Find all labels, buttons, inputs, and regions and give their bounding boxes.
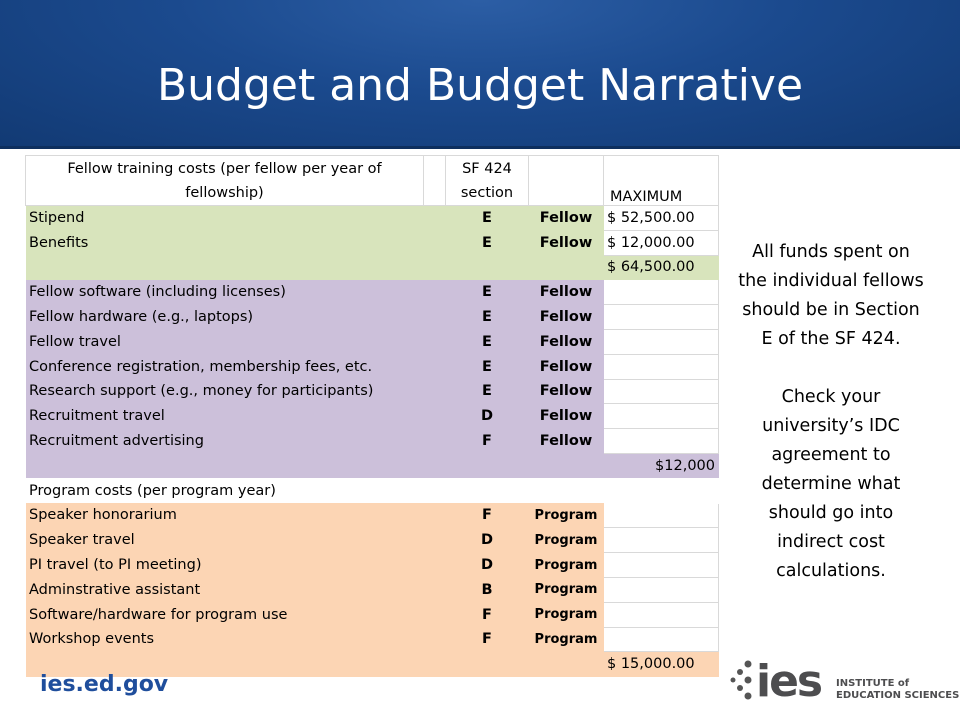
sf424-section: F	[446, 602, 529, 627]
item-name: Conference registration, membership fees, etc.	[26, 354, 424, 379]
side-note	[737, 238, 925, 586]
item-name: Adminstrative assistant	[26, 577, 424, 602]
subtotal-amount: $ 15,000.00	[604, 652, 719, 677]
cost-owner: Program	[529, 577, 604, 602]
logo-ies-text: ies	[756, 656, 822, 707]
maximum-amount	[604, 329, 719, 354]
item-name: PI travel (to PI meeting)	[26, 553, 424, 578]
table-row	[26, 379, 719, 404]
sf424-section: E	[446, 230, 529, 255]
cost-owner: Fellow	[529, 379, 604, 404]
maximum-amount	[604, 305, 719, 330]
subtotal-amount: $12,000	[604, 453, 719, 478]
gap-cell	[424, 429, 446, 454]
gap-cell	[424, 503, 446, 528]
maximum-amount	[604, 379, 719, 404]
subtotal-spacer	[26, 255, 604, 280]
sf424-section: E	[446, 329, 529, 354]
maximum-amount: $ 52,500.00	[604, 206, 719, 231]
table-row	[26, 429, 719, 454]
table-row	[26, 404, 719, 429]
maximum-amount	[604, 503, 719, 528]
gap-cell	[424, 404, 446, 429]
logo-line2: EDUCATION SCIENCES	[836, 690, 960, 701]
sf424-section: E	[446, 280, 529, 305]
gap-cell	[424, 627, 446, 652]
table-row	[26, 354, 719, 379]
sf424-section: D	[446, 404, 529, 429]
header-maximum: MAXIMUM	[604, 156, 719, 206]
maximum-amount	[604, 553, 719, 578]
footer-site-link[interactable]: ies.ed.gov	[40, 672, 169, 697]
maximum-amount	[604, 478, 719, 503]
gap-cell	[424, 478, 446, 503]
maximum-amount	[604, 429, 719, 454]
maximum-amount	[604, 602, 719, 627]
gap-cell	[424, 602, 446, 627]
table-row	[26, 206, 719, 231]
subtotal-row	[26, 255, 719, 280]
gap-cell	[424, 379, 446, 404]
cost-owner: Fellow	[529, 354, 604, 379]
sf424-section: D	[446, 528, 529, 553]
item-name: Fellow hardware (e.g., laptops)	[26, 305, 424, 330]
header-gap	[424, 156, 446, 206]
item-name: Fellow software (including licenses)	[26, 280, 424, 305]
program-costs-heading: Program costs (per program year)	[26, 478, 424, 503]
table-header-row	[26, 156, 719, 206]
slide-title: Budget and Budget Narrative	[156, 60, 804, 111]
table-row	[26, 503, 719, 528]
ies-logo	[728, 650, 960, 707]
table-row	[26, 230, 719, 255]
gap-cell	[424, 553, 446, 578]
item-name: Benefits	[26, 230, 424, 255]
gap-cell	[424, 528, 446, 553]
sf424-section: F	[446, 429, 529, 454]
maximum-amount	[604, 404, 719, 429]
item-name: Stipend	[26, 206, 424, 231]
cost-owner: Fellow	[529, 305, 604, 330]
cost-owner: Fellow	[529, 404, 604, 429]
cost-owner: Program	[529, 553, 604, 578]
section-header-row	[26, 478, 719, 503]
sf424-section: B	[446, 577, 529, 602]
sf424-section: E	[446, 305, 529, 330]
table-row	[26, 553, 719, 578]
cost-owner: Fellow	[529, 429, 604, 454]
header-who	[529, 156, 604, 206]
gap-cell	[424, 577, 446, 602]
item-name: Fellow travel	[26, 329, 424, 354]
maximum-amount	[604, 577, 719, 602]
header-divider	[0, 146, 960, 149]
item-name: Workshop events	[26, 627, 424, 652]
sf424-section: D	[446, 553, 529, 578]
maximum-amount	[604, 528, 719, 553]
gap-cell	[424, 280, 446, 305]
gap-cell	[424, 305, 446, 330]
subtotal-spacer	[26, 453, 604, 478]
maximum-amount: $ 12,000.00	[604, 230, 719, 255]
item-name: Recruitment advertising	[26, 429, 424, 454]
cost-owner: Fellow	[529, 280, 604, 305]
sf424-section: E	[446, 354, 529, 379]
item-name: Research support (e.g., money for participants)	[26, 379, 424, 404]
table-row	[26, 280, 719, 305]
subtotal-row	[26, 453, 719, 478]
table-row	[26, 577, 719, 602]
gap-cell	[424, 206, 446, 231]
side-note-idc: Check your university’s IDC agreement to determine what should go into indirect cost calculations.	[761, 387, 901, 581]
table-row	[26, 602, 719, 627]
maximum-amount	[604, 280, 719, 305]
sf424-section: F	[446, 627, 529, 652]
cost-owner: Fellow	[529, 206, 604, 231]
cost-owner: Program	[529, 627, 604, 652]
header-sf424: SF 424 section	[446, 156, 529, 206]
sf424-section: E	[446, 206, 529, 231]
cost-owner: Program	[529, 503, 604, 528]
logo-line1: INSTITUTE of	[836, 678, 910, 689]
cost-owner: Fellow	[529, 329, 604, 354]
subtotal-amount: $ 64,500.00	[604, 255, 719, 280]
logo-dots-icon	[731, 661, 752, 700]
maximum-amount	[604, 627, 719, 652]
budget-table	[25, 155, 719, 677]
table-row	[26, 329, 719, 354]
cost-owner: Fellow	[529, 230, 604, 255]
maximum-amount	[604, 354, 719, 379]
item-name: Speaker travel	[26, 528, 424, 553]
sf424-section: E	[446, 379, 529, 404]
item-name: Software/hardware for program use	[26, 602, 424, 627]
table-row	[26, 528, 719, 553]
sf424-section: F	[446, 503, 529, 528]
table-row	[26, 305, 719, 330]
gap-cell	[424, 354, 446, 379]
side-note-funds: All funds spent on the individual fellows should be in Section E of the SF 424.	[738, 242, 924, 349]
item-name: Recruitment travel	[26, 404, 424, 429]
cost-owner	[529, 478, 604, 503]
gap-cell	[424, 329, 446, 354]
table-row	[26, 627, 719, 652]
cost-owner: Program	[529, 528, 604, 553]
gap-cell	[424, 230, 446, 255]
header-item: Fellow training costs (per fellow per year of fellowship)	[26, 156, 424, 206]
sf424-section	[446, 478, 529, 503]
item-name: Speaker honorarium	[26, 503, 424, 528]
cost-owner: Program	[529, 602, 604, 627]
